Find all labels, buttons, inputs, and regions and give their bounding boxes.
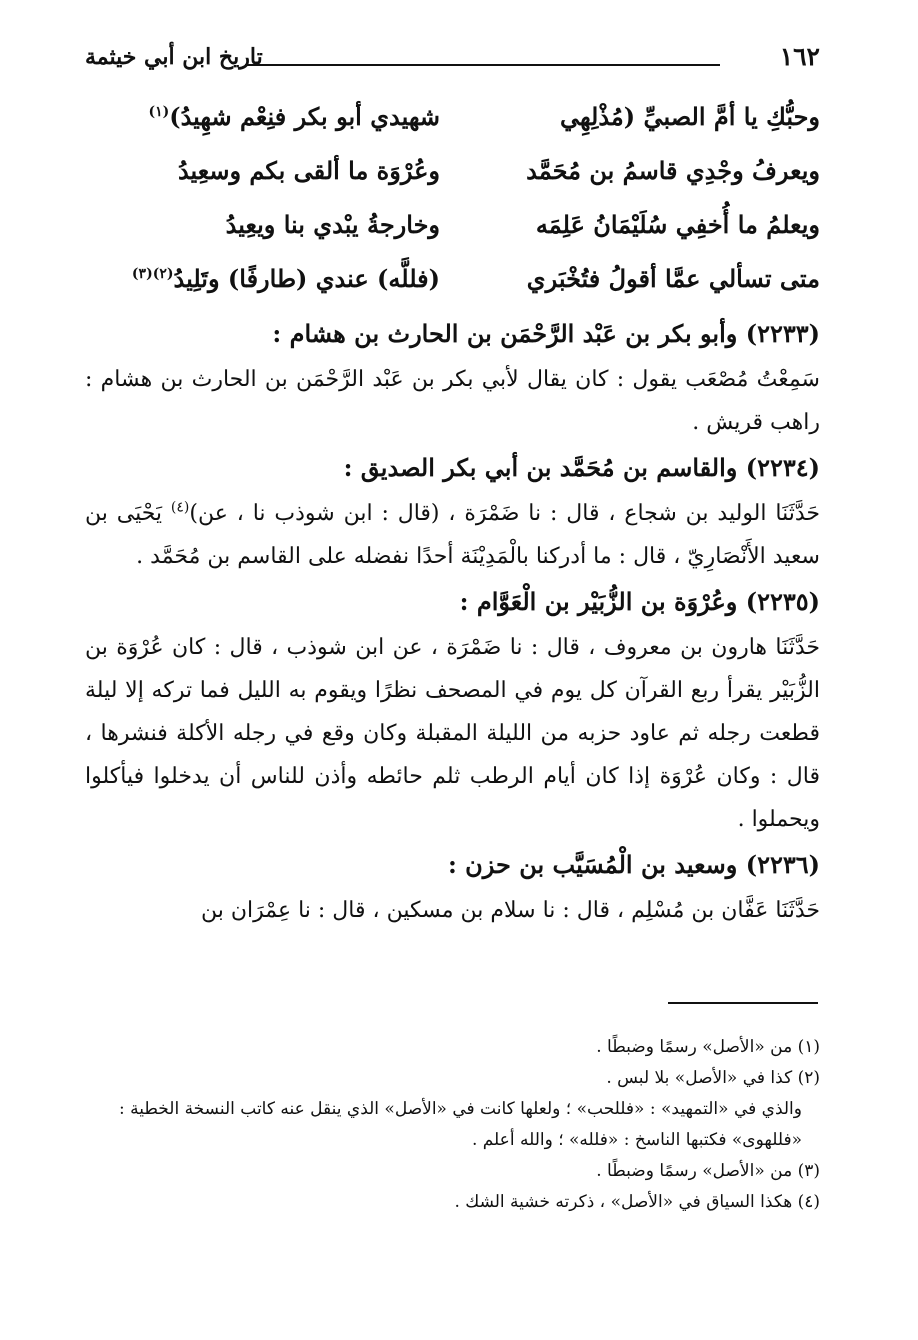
section-text: حَدَّثَنَا هارون بن معروف ، قال : نا ضَمْرَة ، عن ابن شوذب ، قال : كان عُرْوَة بن الزُّبَيْر يقرأ ربع القرآن كل يوم في المصحف نظرًا ويقوم به الليل فما تركه إلا ليلة قطعت رجله ثم عاود حزبه من الليلة المقبلة وكان وقع في رجله الأكلة فنشرها ، قال : وكان عُرْوَة إذا كان أيام الرطب ثلم حائطه وأذن للناس أن يدخلوا فيأكلوا ويحملوا . [85, 635, 820, 832]
main-text [85, 310, 820, 932]
header-rule [245, 64, 720, 66]
verse-second-hemistich: شهيدي أبو بكر فنِعْم شهِيدُ)$^{(١)}$ [148, 102, 440, 131]
section-heading: (٢٢٣٦) وسعيد بن الْمُسَيَّب بن حزن : [447, 850, 820, 879]
footnote-separator [668, 1002, 818, 1004]
section-heading: (٢٢٣٣) وأبو بكر بن عَبْد الرَّحْمَن بن الحارث بن هشام : [272, 319, 820, 348]
running-header [85, 42, 820, 82]
footnote: (٢) كذا في «الأصل» بلا لبس . [606, 1068, 820, 1088]
verse-row [85, 258, 820, 312]
footnote-continuation: والذي في «التمهيد» : «فللحب» ؛ ولعلها كانت في «الأصل» الذي ينقل عنه كاتب النسخة الخطية : «فللهوى» فكتبها الناسخ : «فلله» ؛ والله أعلم . [118, 1099, 802, 1150]
section-text: سَمِعْتُ مُصْعَب يقول : كان يقال لأبي بكر بن عَبْد الرَّحْمَن بن الحارث بن هشام : راهب قريش . [85, 367, 820, 435]
verse-first-hemistich: متى تسألي عمَّا أقولُ فتُخْبَري [526, 264, 820, 293]
footnote: (٤) هكذا السياق في «الأصل» ، ذكرته خشية الشك . [454, 1192, 820, 1212]
verse-row [85, 96, 820, 150]
section-heading: (٢٢٣٤) والقاسم بن مُحَمَّد بن أبي بكر الصديق : [343, 453, 820, 482]
section-heading: (٢٢٣٥) وعُرْوَة بن الزُّبَيْر بن الْعَوَّام : [459, 587, 820, 616]
footnote-ref: (٣) [131, 266, 153, 282]
section-text: حَدَّثَنَا الوليد بن شجاع ، قال : نا ضَمْرَة ، (قال : ابن شوذب نا ، عن)$^{(٤)}$ يَحْيَى بن سعيد الأَنْصَارِيّ ، قال : ما أدركنا بالْمَدِيْنَة أحدًا نفضله على القاسم بن مُحَمَّد . [85, 499, 820, 569]
footnote-ref: (١) [148, 104, 170, 120]
verse-first-hemistich: وحبُّكِ يا أمَّ الصبيِّ (مُذْلِهِي [559, 102, 820, 131]
footnote-ref: (٢) [152, 266, 174, 282]
poem-verses [85, 96, 820, 312]
footnotes [85, 1032, 820, 1218]
footnote-ref: (٤) [170, 499, 190, 516]
verse-second-hemistich: وعُرْوَة ما ألقى بكم وسعِيدُ [177, 156, 440, 185]
footnote: (٣) من «الأصل» رسمًا وضبطًا . [596, 1161, 820, 1181]
verse-second-hemistich: (فللَّه) عندي (طارفًا) وتَلِيدُ$^{(٢)(٣)}$ [131, 264, 440, 293]
page-number: ١٦٢ [779, 42, 820, 71]
footnote: (١) من «الأصل» رسمًا وضبطًا . [596, 1037, 820, 1057]
book-title: تاريخ ابن أبي خيثمة [85, 44, 263, 70]
verse-first-hemistich: ويعرفُ وجْدِي قاسمُ بن مُحَمَّد [526, 156, 820, 185]
verse-first-hemistich: ويعلمُ ما أُخفِي سُلَيْمَانُ عَلِمَه [535, 210, 820, 239]
section-text: حَدَّثَنَا عَفَّان بن مُسْلِم ، قال : نا سلام بن مسكين ، قال : نا عِمْرَان بن [200, 898, 820, 923]
verse-row [85, 204, 820, 258]
verse-row [85, 150, 820, 204]
verse-second-hemistich: وخارجةُ يبْدي بنا ويعِيدُ [225, 210, 440, 239]
